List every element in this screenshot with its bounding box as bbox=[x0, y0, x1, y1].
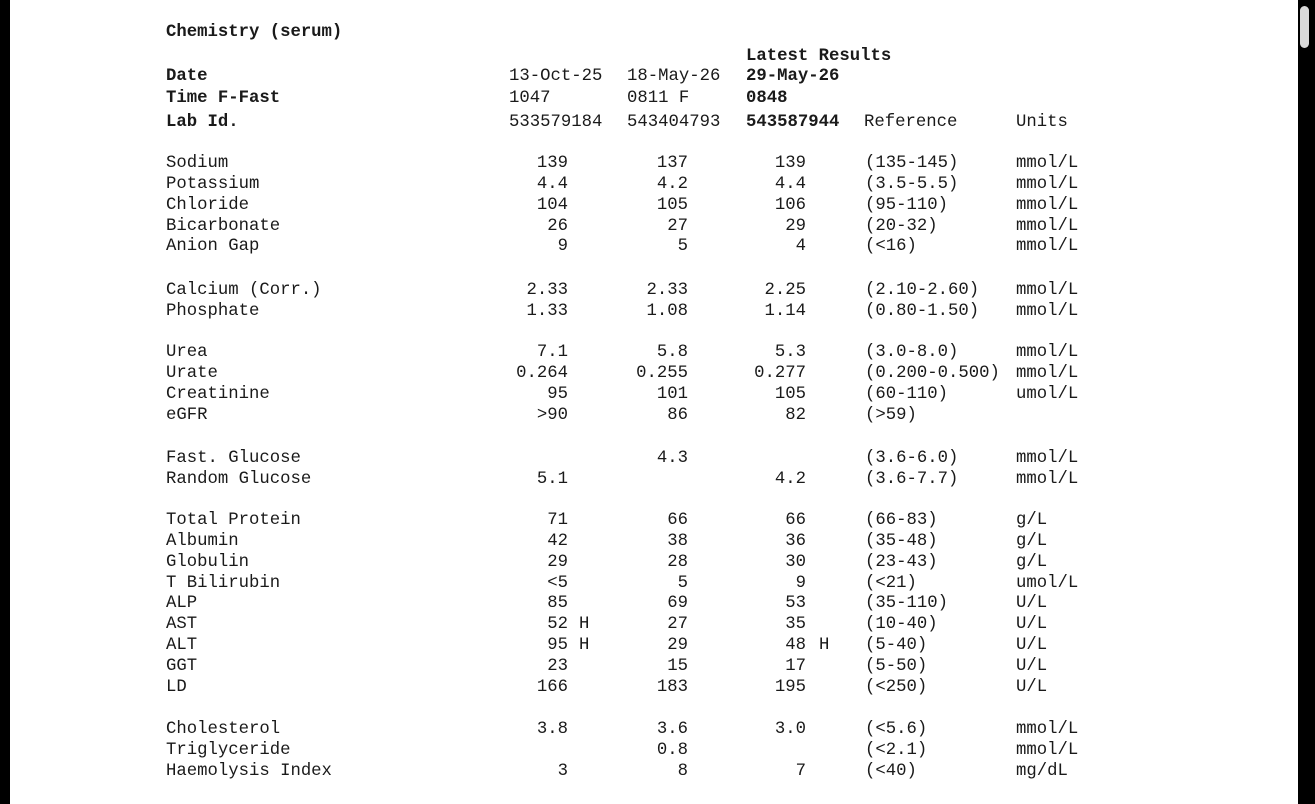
result-value-col-3: 4 bbox=[795, 237, 806, 257]
reference-range: (3.6-7.7) bbox=[865, 469, 959, 489]
unit: mmol/L bbox=[1016, 301, 1079, 321]
result-value-col-3: 30 bbox=[785, 552, 806, 572]
result-value-col-3: 29 bbox=[785, 216, 806, 236]
result-value-col-3: 66 bbox=[785, 511, 806, 530]
result-value-col-1: 71 bbox=[547, 511, 568, 530]
result-value-col-3: 106 bbox=[774, 195, 806, 215]
header-value-col-3: 543587944 bbox=[746, 113, 840, 132]
result-value-col-1: 3.8 bbox=[536, 720, 568, 739]
result-value-col-2: 27 bbox=[667, 216, 688, 236]
analyte-name: LD bbox=[166, 677, 187, 697]
unit: U/L bbox=[1016, 636, 1048, 656]
analyte-name: GGT bbox=[166, 656, 198, 676]
analyte-name: eGFR bbox=[166, 405, 208, 425]
unit: U/L bbox=[1016, 656, 1048, 676]
result-value-col-3: 5.3 bbox=[774, 343, 806, 362]
reference-range: (135-145) bbox=[865, 154, 959, 173]
reference-range: (<16) bbox=[865, 237, 917, 257]
analyte-name: Albumin bbox=[166, 531, 239, 551]
unit: U/L bbox=[1016, 615, 1048, 635]
unit: mmol/L bbox=[1016, 449, 1079, 468]
result-value-col-3: 4.4 bbox=[774, 174, 806, 194]
result-value-col-2: 86 bbox=[667, 405, 688, 425]
result-value-col-1: 3 bbox=[557, 761, 568, 781]
reference-range: (0.200-0.500) bbox=[865, 363, 1000, 383]
high-flag: H bbox=[579, 615, 590, 635]
result-value-col-1: <5 bbox=[547, 573, 568, 593]
reference-range: (20-32) bbox=[865, 216, 938, 236]
result-value-col-3: 0.277 bbox=[754, 363, 806, 383]
result-value-col-1: 7.1 bbox=[536, 343, 568, 362]
reference-range: (5-50) bbox=[865, 656, 928, 676]
result-value-col-3: 2.25 bbox=[764, 281, 806, 300]
unit: umol/L bbox=[1016, 384, 1079, 404]
unit: mmol/L bbox=[1016, 740, 1079, 760]
result-value-col-3: 4.2 bbox=[774, 469, 806, 489]
result-value-col-3: 36 bbox=[785, 531, 806, 551]
section-title: Chemistry (serum) bbox=[166, 23, 343, 42]
analyte-name: Triglyceride bbox=[166, 740, 291, 760]
result-value-col-2: 8 bbox=[677, 761, 688, 781]
unit: mmol/L bbox=[1016, 363, 1079, 383]
result-value-col-1: 23 bbox=[547, 656, 568, 676]
result-value-col-2: 0.255 bbox=[636, 363, 688, 383]
reference-range: (35-110) bbox=[865, 594, 948, 614]
result-value-col-1: 2.33 bbox=[526, 281, 568, 300]
result-value-col-1: 26 bbox=[547, 216, 568, 236]
unit: g/L bbox=[1016, 552, 1048, 572]
result-value-col-3: 9 bbox=[795, 573, 806, 593]
analyte-name: Urea bbox=[166, 343, 208, 362]
result-value-col-3: 139 bbox=[774, 154, 806, 173]
reference-range: (3.0-8.0) bbox=[865, 343, 959, 362]
result-value-col-1: 42 bbox=[547, 531, 568, 551]
header-value-col-1: 533579184 bbox=[509, 113, 603, 132]
analyte-name: Calcium (Corr.) bbox=[166, 281, 322, 300]
analyte-name: Cholesterol bbox=[166, 720, 281, 739]
result-value-col-2: 27 bbox=[667, 615, 688, 635]
result-value-col-3: 17 bbox=[785, 656, 806, 676]
high-flag: H bbox=[819, 636, 830, 656]
result-value-col-2: 1.08 bbox=[646, 301, 688, 321]
reference-range: (<2.1) bbox=[865, 740, 928, 760]
reference-header: Reference bbox=[864, 113, 958, 132]
header-value-col-2: 18-May-26 bbox=[627, 67, 721, 86]
unit: umol/L bbox=[1016, 573, 1079, 593]
result-value-col-3: 48 bbox=[785, 636, 806, 656]
result-value-col-2: 105 bbox=[656, 195, 688, 215]
header-label: Lab Id. bbox=[166, 113, 239, 132]
result-value-col-2: 5.8 bbox=[656, 343, 688, 362]
result-value-col-1: 104 bbox=[536, 195, 568, 215]
analyte-name: ALP bbox=[166, 594, 198, 614]
header-label: Date bbox=[166, 67, 208, 86]
unit: mmol/L bbox=[1016, 469, 1079, 489]
unit: g/L bbox=[1016, 511, 1048, 530]
result-value-col-1: 5.1 bbox=[536, 469, 568, 489]
result-value-col-1: 95 bbox=[547, 384, 568, 404]
unit: mg/dL bbox=[1016, 761, 1068, 781]
high-flag: H bbox=[579, 636, 590, 656]
units-header: Units bbox=[1016, 113, 1068, 132]
header-value-col-3: 0848 bbox=[746, 89, 788, 108]
analyte-name: Chloride bbox=[166, 195, 249, 215]
analyte-name: Phosphate bbox=[166, 301, 260, 321]
reference-range: (<40) bbox=[865, 761, 917, 781]
reference-range: (60-110) bbox=[865, 384, 948, 404]
reference-range: (5-40) bbox=[865, 636, 928, 656]
result-value-col-3: 1.14 bbox=[764, 301, 806, 321]
scrollbar-thumb[interactable] bbox=[1300, 6, 1309, 48]
result-value-col-2: 4.2 bbox=[656, 174, 688, 194]
result-value-col-1: 139 bbox=[536, 154, 568, 173]
result-value-col-2: 29 bbox=[667, 636, 688, 656]
unit: mmol/L bbox=[1016, 343, 1079, 362]
analyte-name: Haemolysis Index bbox=[166, 761, 332, 781]
analyte-name: Globulin bbox=[166, 552, 249, 572]
result-value-col-2: 66 bbox=[667, 511, 688, 530]
header-label: Time F-Fast bbox=[166, 89, 281, 108]
result-value-col-1: 52 bbox=[547, 615, 568, 635]
header-value-col-2: 0811 F bbox=[627, 89, 690, 108]
reference-range: (<250) bbox=[865, 677, 928, 697]
result-value-col-1: 95 bbox=[547, 636, 568, 656]
reference-range: (10-40) bbox=[865, 615, 938, 635]
result-value-col-1: >90 bbox=[536, 405, 568, 425]
analyte-name: Creatinine bbox=[166, 384, 270, 404]
result-value-col-1: 29 bbox=[547, 552, 568, 572]
result-value-col-2: 2.33 bbox=[646, 281, 688, 300]
analyte-name: ALT bbox=[166, 636, 198, 656]
header-value-col-1: 13-Oct-25 bbox=[509, 67, 603, 86]
result-value-col-3: 3.0 bbox=[774, 720, 806, 739]
header-value-col-2: 543404793 bbox=[627, 113, 721, 132]
unit: mmol/L bbox=[1016, 216, 1079, 236]
result-value-col-3: 35 bbox=[785, 615, 806, 635]
result-value-col-2: 15 bbox=[667, 656, 688, 676]
result-value-col-2: 101 bbox=[656, 384, 688, 404]
result-value-col-3: 105 bbox=[774, 384, 806, 404]
analyte-name: Bicarbonate bbox=[166, 216, 281, 236]
reference-range: (3.5-5.5) bbox=[865, 174, 959, 194]
unit: mmol/L bbox=[1016, 195, 1079, 215]
result-value-col-3: 82 bbox=[785, 405, 806, 425]
reference-range: (66-83) bbox=[865, 511, 938, 530]
analyte-name: Total Protein bbox=[166, 511, 301, 530]
result-value-col-1: 0.264 bbox=[516, 363, 568, 383]
unit: g/L bbox=[1016, 531, 1048, 551]
reference-range: (2.10-2.60) bbox=[865, 281, 980, 300]
header-value-col-3: 29-May-26 bbox=[746, 67, 840, 86]
reference-range: (35-48) bbox=[865, 531, 938, 551]
result-value-col-1: 9 bbox=[557, 237, 568, 257]
result-value-col-2: 4.3 bbox=[656, 449, 688, 468]
unit: mmol/L bbox=[1016, 154, 1079, 173]
analyte-name: Sodium bbox=[166, 154, 229, 173]
result-value-col-2: 137 bbox=[656, 154, 688, 173]
result-value-col-2: 0.8 bbox=[656, 740, 688, 760]
unit: U/L bbox=[1016, 677, 1048, 697]
result-value-col-2: 38 bbox=[667, 531, 688, 551]
analyte-name: Fast. Glucose bbox=[166, 449, 301, 468]
unit: mmol/L bbox=[1016, 237, 1079, 257]
analyte-name: T Bilirubin bbox=[166, 573, 281, 593]
result-value-col-2: 69 bbox=[667, 594, 688, 614]
result-value-col-3: 53 bbox=[785, 594, 806, 614]
analyte-name: Anion Gap bbox=[166, 237, 260, 257]
result-value-col-2: 5 bbox=[677, 573, 688, 593]
lab-report-page bbox=[10, 0, 1298, 804]
unit: mmol/L bbox=[1016, 720, 1079, 739]
result-value-col-1: 4.4 bbox=[536, 174, 568, 194]
reference-range: (<21) bbox=[865, 573, 917, 593]
reference-range: (23-43) bbox=[865, 552, 938, 572]
result-value-col-1: 1.33 bbox=[526, 301, 568, 321]
result-value-col-2: 28 bbox=[667, 552, 688, 572]
reference-range: (0.80-1.50) bbox=[865, 301, 980, 321]
analyte-name: Potassium bbox=[166, 174, 260, 194]
result-value-col-2: 5 bbox=[677, 237, 688, 257]
result-value-col-1: 85 bbox=[547, 594, 568, 614]
reference-range: (>59) bbox=[865, 405, 917, 425]
unit: U/L bbox=[1016, 594, 1048, 614]
analyte-name: Urate bbox=[166, 363, 218, 383]
result-value-col-1: 166 bbox=[536, 677, 568, 697]
result-value-col-3: 195 bbox=[774, 677, 806, 697]
reference-range: (3.6-6.0) bbox=[865, 449, 959, 468]
reference-range: (95-110) bbox=[865, 195, 948, 215]
unit: mmol/L bbox=[1016, 281, 1079, 300]
reference-range: (<5.6) bbox=[865, 720, 928, 739]
result-value-col-2: 3.6 bbox=[656, 720, 688, 739]
unit: mmol/L bbox=[1016, 174, 1079, 194]
analyte-name: Random Glucose bbox=[166, 469, 312, 489]
result-value-col-3: 7 bbox=[795, 761, 806, 781]
result-value-col-2: 183 bbox=[656, 677, 688, 697]
latest-results-label: Latest Results bbox=[746, 47, 892, 66]
header-value-col-1: 1047 bbox=[509, 89, 551, 108]
analyte-name: AST bbox=[166, 615, 198, 635]
